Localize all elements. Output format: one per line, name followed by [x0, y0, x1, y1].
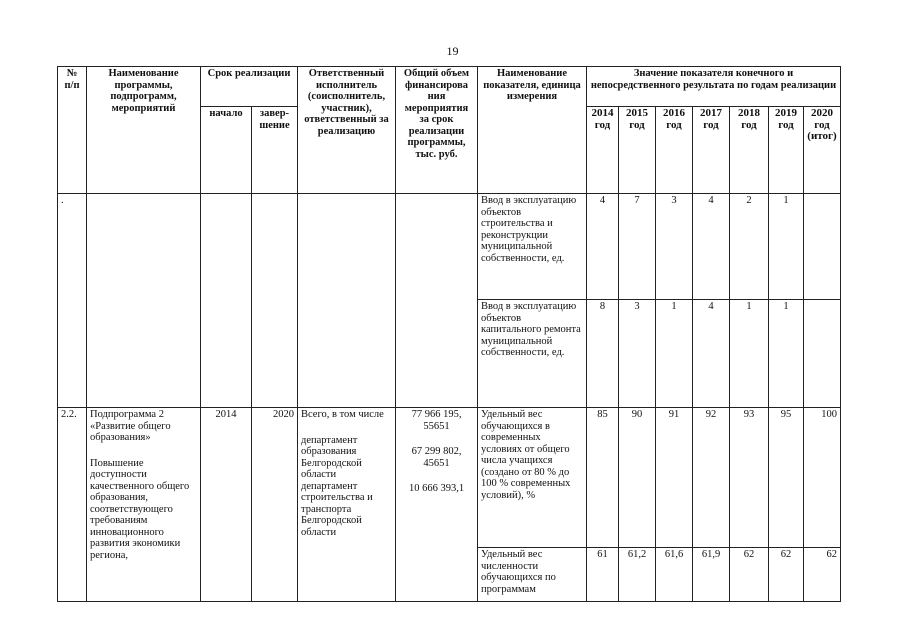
indicator-text: Ввод в эксплуатацию объектов строительства и реконструкции муниципальной собственности, ед.: [478, 194, 587, 300]
indicator-text: Удельный вес численности обучающихся по программам: [478, 548, 587, 602]
value-cell: 8: [587, 300, 619, 408]
row-funding: [396, 194, 478, 408]
value-cell: 62: [804, 548, 841, 602]
row-name: [87, 194, 201, 408]
executor-education-dept: департамент образования Белгородской области: [301, 434, 362, 480]
row-executor: [298, 194, 396, 408]
executor-construction-dept: департамент строительства и транспорта Белгородской области: [301, 480, 373, 538]
value-cell: 90: [619, 408, 656, 548]
value-cell: 1: [769, 194, 804, 300]
subprogram-title: Подпрограмма 2 «Развитие общего образования»: [90, 409, 171, 443]
value-cell: 93: [730, 408, 769, 548]
value-cell: [804, 194, 841, 300]
header-year-2015: 2015 год: [619, 107, 656, 194]
header-year-2018: 2018 год: [730, 107, 769, 194]
row-executor: [298, 408, 396, 602]
funding-education-dept: 67 299 802, 45651: [411, 446, 462, 469]
row-num: .: [58, 194, 87, 408]
row-funding: [396, 408, 478, 602]
row-num: 2.2.: [58, 408, 87, 602]
value-cell: 1: [730, 300, 769, 408]
executor-total: Всего, в том числе: [301, 409, 384, 420]
page-number: 19: [446, 44, 459, 58]
value-cell: 61: [587, 548, 619, 602]
header-term-start: начало: [201, 107, 252, 194]
indicator-text: Ввод в эксплуатацию объектов капитального ремонта муниципальной собственности, ед.: [478, 300, 587, 408]
value-cell: 4: [693, 300, 730, 408]
funding-construction-dept: 10 666 393,1: [408, 483, 465, 494]
value-cell: [804, 300, 841, 408]
header-name: Наименование программы, подпрограмм, мероприятий: [87, 67, 201, 194]
value-cell: 4: [693, 194, 730, 300]
row-start: [201, 194, 252, 408]
header-year-2016: 2016 год: [656, 107, 693, 194]
table-row: [58, 408, 841, 548]
header-year-2017: 2017 год: [693, 107, 730, 194]
header-indicator: Наименование показателя, единица измерения: [478, 67, 587, 194]
value-cell: 95: [769, 408, 804, 548]
value-cell: 85: [587, 408, 619, 548]
funding-total: 77 966 195, 55651: [411, 409, 462, 432]
header-funding: Общий объем финансирова ния мероприятия за срок реализации программы, тыс. руб.: [396, 67, 478, 194]
header-num: № п/п: [58, 67, 87, 194]
row-end: [252, 194, 298, 408]
header-year-2014: 2014 год: [587, 107, 619, 194]
header-term-end: завер-шение: [252, 107, 298, 194]
value-cell: 7: [619, 194, 656, 300]
subprogram-description: Повышение доступности качественного общего образования, соответствующего требованиям инновационного развития экономики региона,: [90, 457, 190, 561]
header-executor: Ответственный исполнитель (соисполнитель, участник), ответственный за реализацию: [298, 67, 396, 194]
row-end: 2020: [252, 408, 298, 602]
value-cell: 62: [730, 548, 769, 602]
value-cell: 4: [587, 194, 619, 300]
value-cell: 100: [804, 408, 841, 548]
value-cell: 3: [619, 300, 656, 408]
value-cell: 61,6: [656, 548, 693, 602]
header-term: Срок реализации: [201, 67, 298, 107]
program-table: [57, 66, 841, 602]
value-cell: 91: [656, 408, 693, 548]
value-cell: 1: [656, 300, 693, 408]
header-year-2019: 2019 год: [769, 107, 804, 194]
header-values-title: Значение показателя конечного и непосредственного результата по годам реализации: [587, 67, 841, 107]
value-cell: 3: [656, 194, 693, 300]
value-cell: 92: [693, 408, 730, 548]
header-year-2020: 2020 год (итог): [804, 107, 841, 194]
value-cell: 1: [769, 300, 804, 408]
value-cell: 62: [769, 548, 804, 602]
value-cell: 2: [730, 194, 769, 300]
row-start: 2014: [201, 408, 252, 602]
indicator-text: Удельный вес обучающихся в современных условиях от общего числа учащихся (создано от 80 % до 100 % современных условий), %: [478, 408, 587, 548]
row-name: [87, 408, 201, 602]
table-row: [58, 194, 841, 300]
value-cell: 61,2: [619, 548, 656, 602]
value-cell: 61,9: [693, 548, 730, 602]
